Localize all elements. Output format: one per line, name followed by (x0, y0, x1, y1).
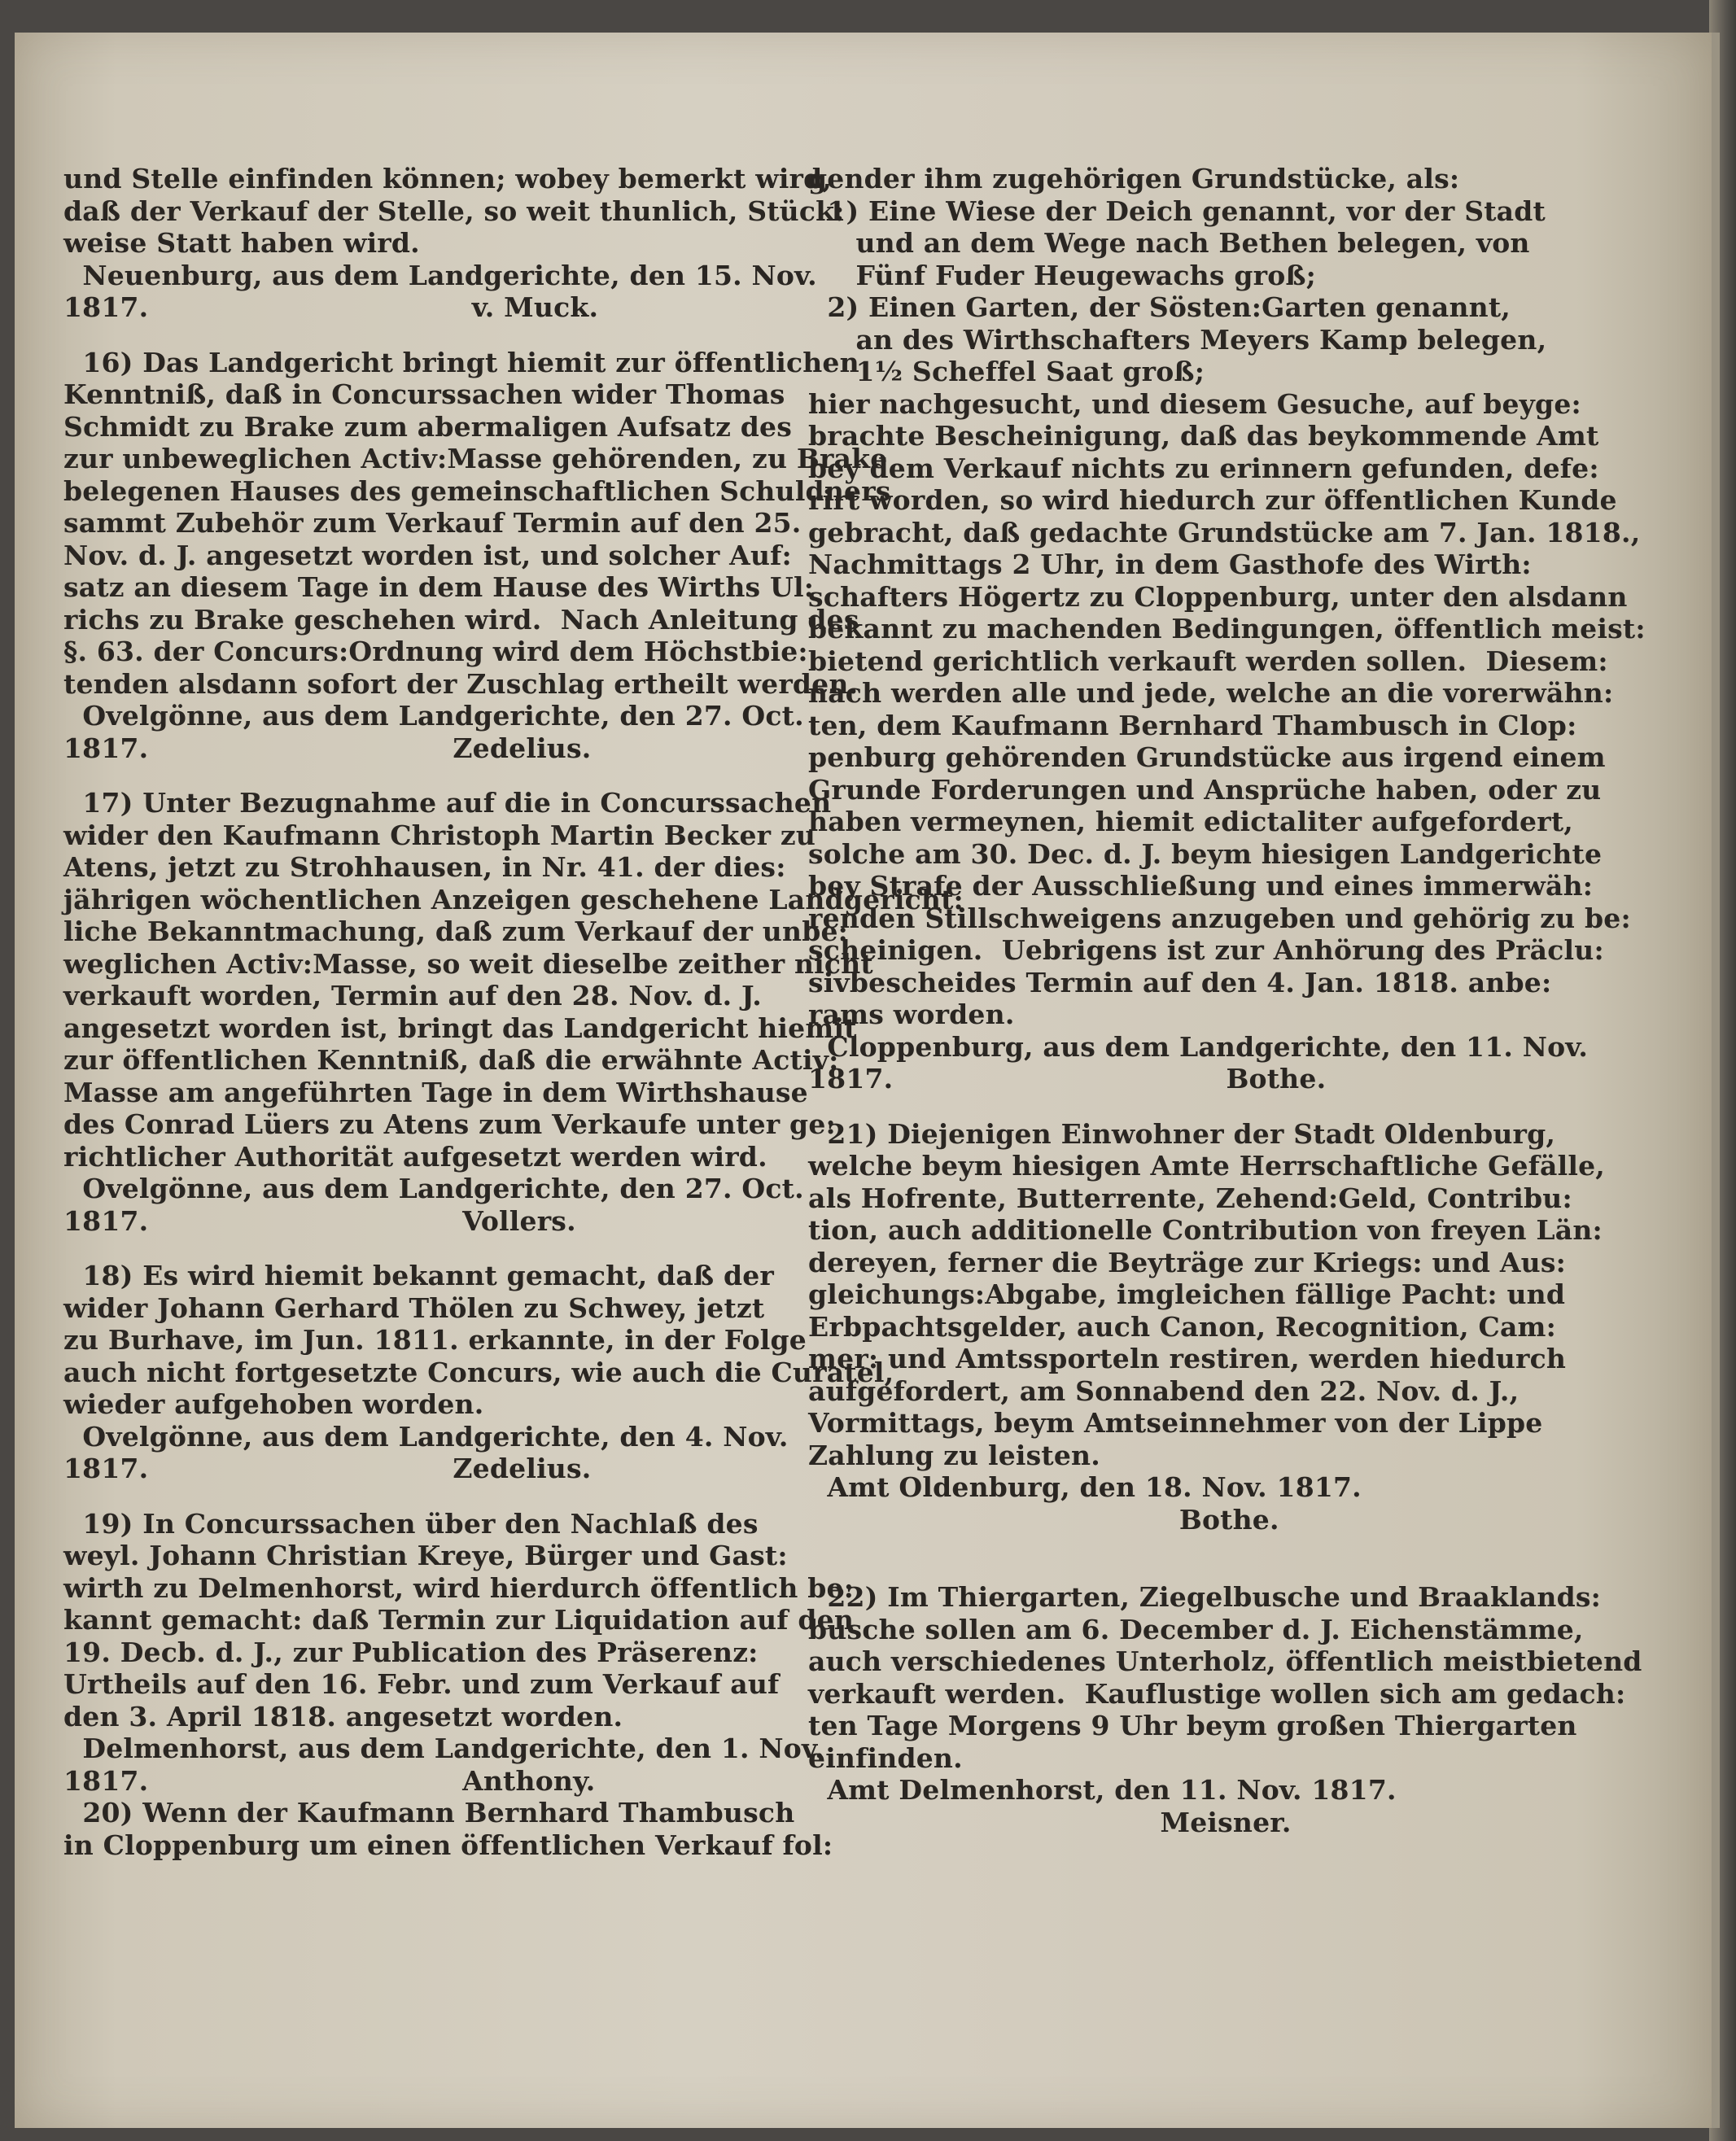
text-line: scheinigen. Uebrigens ist zur Anhörung des Präclu: (808, 934, 1604, 966)
text-line: renden Stillschweigens anzugeben und gehörig zu be: (808, 902, 1631, 934)
text-line: sivbescheides Termin auf den 4. Jan. 1818. anbe: (808, 966, 1552, 998)
text-line: Ovelgönne, aus dem Landgerichte, den 27. Oct. (63, 700, 804, 732)
text-line: gender ihm zugehörigen Grundstücke, als: (808, 163, 1460, 194)
text-line: verkauft werden. Kauflustige wollen sich am gedach: (808, 1677, 1626, 1710)
text-line: dereyen, ferner die Beyträge zur Kriegs: und Aus: (808, 1246, 1566, 1278)
right-text-column (808, 163, 1646, 1838)
text-line: bey Strafe der Ausschließung und eines immerwäh: (808, 870, 1594, 902)
text-line: sammt Zubehör zum Verkauf Termin auf den 25. (63, 507, 802, 539)
text-line: Kenntniß, daß in Concurssachen wider Thomas (63, 378, 785, 410)
text-line: busche sollen am 6. December d. J. Eichenstämme, (808, 1613, 1584, 1645)
newspaper-page (15, 33, 1720, 2128)
text-line: Vormittags, beym Amtseinnehmer von der Lippe (808, 1407, 1543, 1439)
text-line: Nachmittags 2 Uhr, in dem Gasthofe des Wirth: (808, 548, 1532, 580)
text-line: 20) Wenn der Kaufmann Bernhard Thambusch (63, 1797, 795, 1829)
text-line: richs zu Brake geschehen wird. Nach Anleitung des (63, 603, 859, 636)
text-line: Ovelgönne, aus dem Landgerichte, den 4. Nov. (63, 1420, 789, 1453)
text-line: an des Wirthschafters Meyers Kamp belegen, (808, 323, 1547, 356)
text-line: bey dem Verkauf nichts zu erinnern gefunden, defe: (808, 452, 1599, 484)
text-line: Fünf Fuder Heugewachs groß; (808, 259, 1317, 291)
text-line: angesetzt worden ist, bringt das Landgericht hiemit (63, 1012, 857, 1044)
text-line: 17) Unter Bezugnahme auf die in Concurssachen (63, 787, 832, 819)
text-line: wirth zu Delmenhorst, wird hierdurch öffentlich be: (63, 1571, 855, 1604)
paragraph-gap (808, 1536, 1545, 1558)
text-line: mer: und Amtssporteln restiren, werden hiedurch (808, 1343, 1567, 1374)
text-line: Amt Oldenburg, den 18. Nov. 1817. (808, 1471, 1362, 1503)
text-line: Erbpachtsgelder, auch Canon, Recognition, Cam: (808, 1310, 1557, 1343)
text-line: Bothe. (808, 1503, 1279, 1536)
text-line: 1½ Scheffel Saat groß; (808, 356, 1205, 387)
text-line: 1817. Bothe. (808, 1063, 1327, 1095)
text-line: gebracht, daß gedachte Grundstücke am 7. Jan. 1818., (808, 516, 1641, 548)
paragraph-gap (63, 1485, 796, 1508)
paragraph-gap (808, 1095, 1545, 1118)
text-line: Schmidt zu Brake zum abermaligen Aufsatz des (63, 410, 792, 443)
text-line: bietend gerichtlich verkauft werden sollen. Diesem: (808, 644, 1608, 677)
text-line: des Conrad Lüers zu Atens zum Verkaufe unter ge: (63, 1108, 836, 1140)
text-line: weglichen Activ:Masse, so weit dieselbe zeither nicht (63, 947, 873, 980)
text-line: penburg gehörenden Grundstücke aus irgend einem (808, 741, 1606, 773)
text-line: und Stelle einfinden können; wobey bemerkt wird, (63, 163, 833, 194)
text-line: kannt gemacht: daß Termin zur Liquidation auf den (63, 1604, 855, 1636)
text-line: zu Burhave, im Jun. 1811. erkannte, in der Folge (63, 1324, 807, 1356)
text-line: 1817. v. Muck. (63, 291, 599, 323)
text-line: Grunde Forderungen und Ansprüche haben, oder zu (808, 773, 1602, 806)
paragraph-gap (808, 1558, 1545, 1581)
text-line: 19. Decb. d. J., zur Publication des Präserenz: (63, 1636, 759, 1668)
text-line: solche am 30. Dec. d. J. beym hiesigen Landgerichte (808, 837, 1603, 870)
text-line: auch verschiedenes Unterholz, öffentlich meistbietend (808, 1645, 1642, 1677)
text-line: tion, auch additionelle Contribution von freyen Län: (808, 1214, 1603, 1246)
paragraph-gap (63, 764, 796, 787)
text-line: Meisner. (808, 1806, 1292, 1838)
text-line: 22) Im Thiergarten, Ziegelbusche und Braaklands: (808, 1581, 1602, 1613)
text-line: den 3. April 1818. angesetzt worden. (63, 1700, 623, 1732)
text-line: haben vermeynen, hiemit edictaliter aufgefordert, (808, 806, 1573, 837)
text-line: zur unbeweglichen Activ:Masse gehörenden, zu Brake (63, 443, 888, 474)
text-line: richtlicher Authorität aufgesetzt werden wird. (63, 1140, 767, 1173)
text-line: Amt Delmenhorst, den 11. Nov. 1817. (808, 1774, 1397, 1806)
text-line: Urtheils auf den 16. Febr. und zum Verkauf auf (63, 1668, 780, 1700)
text-line: 1817. Zedelius. (63, 732, 592, 764)
text-line: schafters Högertz zu Cloppenburg, unter den alsdann (808, 580, 1628, 613)
text-line: ten, dem Kaufmann Bernhard Thambusch in Clop: (808, 709, 1577, 741)
text-line: weyl. Johann Christian Kreye, Bürger und Gast: (63, 1540, 788, 1571)
text-line: Nov. d. J. angesetzt worden ist, und solcher Auf: (63, 539, 792, 571)
text-line: 2) Einen Garten, der Sösten:Garten genannt, (808, 291, 1511, 323)
text-line: liche Bekanntmachung, daß zum Verkauf der unbe: (63, 915, 849, 947)
text-line: tenden alsdann sofort der Zuschlag ertheilt werden. (63, 667, 859, 700)
text-line: 21) Diejenigen Einwohner der Stadt Oldenburg, (808, 1117, 1556, 1150)
text-line: 1817. Vollers. (63, 1204, 576, 1237)
text-line: Atens, jetzt zu Strohhausen, in Nr. 41. der dies: (63, 851, 786, 883)
text-line: nach werden alle und jede, welche an die vorerwähn: (808, 677, 1614, 709)
text-line: zur öffentlichen Kenntniß, daß die erwähnte Activ: (63, 1044, 839, 1076)
text-line: hier nachgesucht, und diesem Gesuche, auf beyge: (808, 387, 1581, 420)
text-line: §. 63. der Concurs:Ordnung wird dem Höchstbie: (63, 636, 808, 667)
paragraph-gap (63, 1237, 796, 1260)
text-line: rams worden. (808, 998, 1015, 1030)
text-line: brachte Bescheinigung, daß das beykommende Amt (808, 420, 1599, 452)
paragraph-gap (63, 324, 796, 347)
text-line: Delmenhorst, aus dem Landgerichte, den 1. Nov. (63, 1732, 824, 1764)
text-line: wieder aufgehoben worden. (63, 1388, 484, 1420)
text-line: 1817. Anthony. (63, 1764, 596, 1797)
text-line: als Hofrente, Butterrente, Zehend:Geld, Contribu: (808, 1182, 1572, 1214)
text-line: 18) Es wird hiemit bekannt gemacht, daß der (63, 1260, 775, 1291)
text-line: aufgefordert, am Sonnabend den 22. Nov. d. J., (808, 1374, 1520, 1407)
text-line: in Cloppenburg um einen öffentlichen Verkauf fol: (63, 1829, 833, 1861)
text-line: ten Tage Morgens 9 Uhr beym großen Thiergarten (808, 1710, 1577, 1741)
text-line: 19) In Concurssachen über den Nachlaß des (63, 1507, 759, 1540)
text-line: 1) Eine Wiese der Deich genannt, vor der Stadt (808, 194, 1546, 227)
text-line: wider Johann Gerhard Thölen zu Schwey, jetzt (63, 1291, 765, 1324)
text-line: satz an diesem Tage in dem Hause des Wirths Ul: (63, 571, 815, 603)
text-line: einfinden. (808, 1741, 963, 1774)
text-line: daß der Verkauf der Stelle, so weit thunlich, Stück: (63, 194, 845, 227)
text-line: Ovelgönne, aus dem Landgerichte, den 27. Oct. (63, 1173, 804, 1204)
text-line: rirt worden, so wird hiedurch zur öffentlichen Kunde (808, 484, 1617, 516)
text-line: Neuenburg, aus dem Landgerichte, den 15. Nov. (63, 259, 817, 291)
text-line: weise Statt haben wird. (63, 227, 420, 259)
text-line: Cloppenburg, aus dem Landgerichte, den 11. Nov. (808, 1030, 1589, 1063)
text-line: welche beym hiesigen Amte Herrschaftliche Gefälle, (808, 1150, 1605, 1182)
text-line: belegenen Hauses des gemeinschaftlichen Schuldners (63, 474, 891, 507)
text-line: auch nicht fortgesetzte Concurs, wie auch die Curatel, (63, 1356, 894, 1388)
text-line: Zahlung zu leisten. (808, 1439, 1100, 1471)
text-line: bekannt zu machenden Bedingungen, öffentlich meist: (808, 613, 1646, 644)
text-line: und an dem Wege nach Bethen belegen, von (808, 227, 1530, 259)
text-line: gleichungs:Abgabe, imgleichen fällige Pacht: und (808, 1278, 1566, 1310)
text-line: 16) Das Landgericht bringt hiemit zur öffentlichen (63, 346, 859, 378)
text-line: jährigen wöchentlichen Anzeigen geschehene Landgericht: (63, 883, 964, 915)
text-line: verkauft worden, Termin auf den 28. Nov. d. J. (63, 980, 762, 1012)
text-line: Masse am angeführten Tage in dem Wirthshause (63, 1076, 808, 1108)
text-line: 1817. Zedelius. (63, 1453, 592, 1484)
text-line: wider den Kaufmann Christoph Martin Becker zu (63, 819, 816, 851)
